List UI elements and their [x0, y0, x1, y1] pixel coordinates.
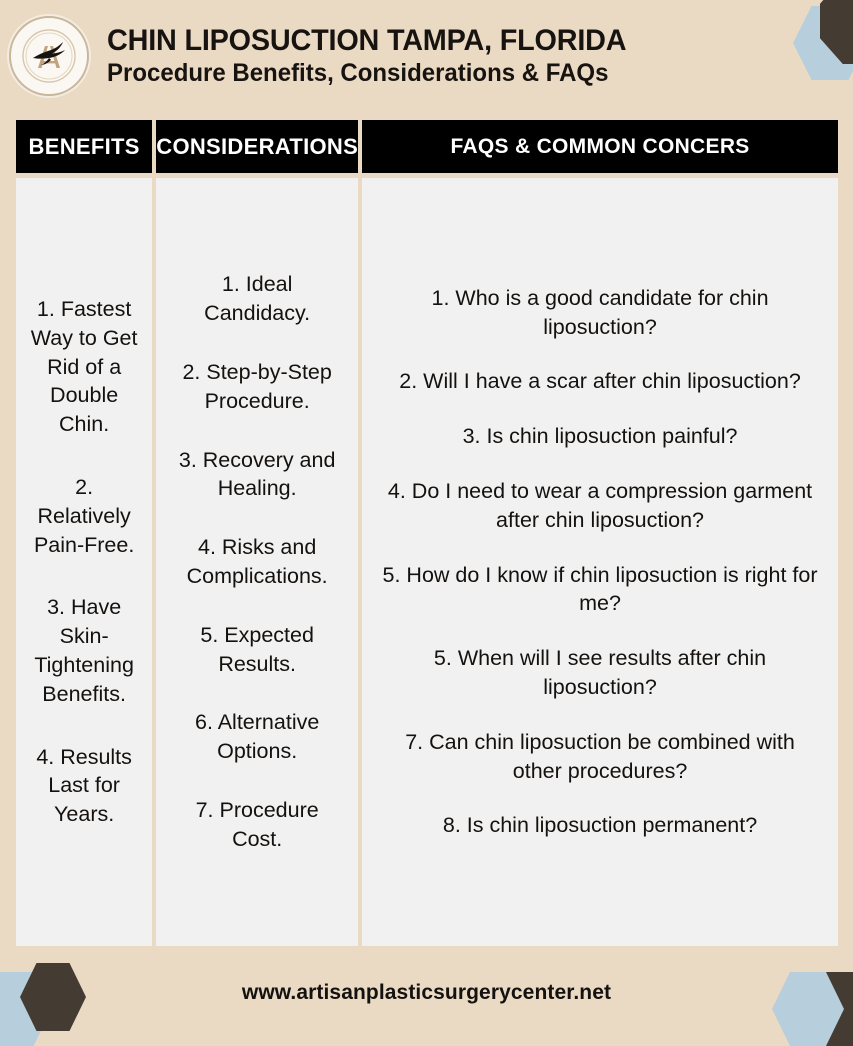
column-considerations: [156, 120, 358, 946]
website-url[interactable]: www.artisanplasticsurgerycenter.net: [241, 981, 612, 1004]
column-header-considerations: CONSIDERATIONS: [156, 120, 358, 173]
page-subtitle: Procedure Benefits, Considerations & FAQs: [107, 58, 609, 87]
faq-item: 8. Is chin liposuction permanent?: [442, 813, 758, 838]
consideration-item: 6. Alternative Options.: [195, 710, 320, 764]
consideration-item: 3. Recovery and Healing.: [178, 447, 336, 501]
column-benefits: [16, 120, 152, 946]
benefit-item: 1. Fastest Way to Get Rid of a Double Chin.: [30, 297, 138, 437]
benefit-item: 3. Have Skin-Tightening Benefits.: [34, 595, 134, 706]
consideration-item: 1. Ideal Candidacy.: [204, 272, 311, 326]
column-header-benefits: BENEFITS: [16, 120, 152, 173]
title-block: [107, 25, 853, 87]
column-body-faqs: [362, 178, 838, 946]
consideration-item: 2. Step-by-Step Procedure.: [182, 360, 332, 413]
comparison-columns: [16, 120, 838, 946]
column-body-considerations: [156, 178, 358, 946]
faq-item: 5. How do I know if chin liposuction is right for me?: [382, 562, 818, 616]
benefit-item: 2. Relatively Pain-Free.: [33, 475, 135, 557]
faq-item: 7. Can chin liposuction be combined with other procedures?: [405, 729, 795, 783]
column-faqs: [362, 120, 838, 946]
column-header-faqs: FAQS & COMMON CONCERS: [362, 120, 838, 173]
page-title: CHIN LIPOSUCTION TAMPA, FLORIDA: [107, 24, 627, 58]
flying-bird-over-letter-a-icon: [21, 28, 77, 84]
faq-item: 1. Who is a good candidate for chin liposuction?: [431, 285, 769, 339]
faq-item: 4. Do I need to wear a compression garment after chin liposuction?: [387, 479, 813, 532]
consideration-item: 4. Risks and Complications.: [186, 535, 328, 588]
column-body-benefits: [16, 178, 152, 946]
consideration-item: 5. Expected Results.: [200, 622, 314, 676]
faq-item: 2. Will I have a scar after chin liposuction?: [399, 369, 801, 394]
page-footer: [0, 962, 853, 1024]
faq-item: 5. When will I see results after chin liposuction?: [433, 646, 767, 699]
page-header: [0, 0, 853, 112]
faq-item: 3. Is chin liposuction painful?: [462, 424, 738, 449]
benefit-item: 4. Results Last for Years.: [36, 744, 132, 827]
consideration-item: 7. Procedure Cost.: [195, 797, 319, 851]
brand-logo-badge: [9, 16, 89, 96]
